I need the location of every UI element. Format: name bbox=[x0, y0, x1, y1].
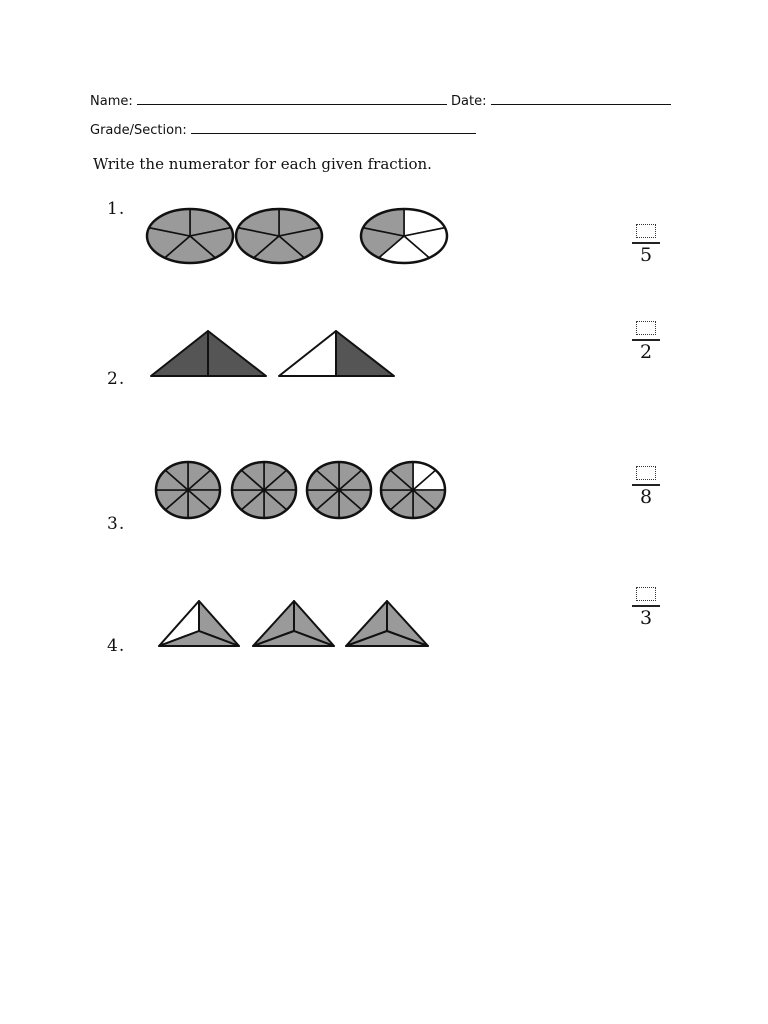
denominator-3: 8 bbox=[639, 485, 653, 508]
denominator-4: 3 bbox=[639, 606, 653, 629]
fraction-1 bbox=[631, 224, 661, 266]
fraction-4 bbox=[631, 587, 661, 629]
p2-triangle-2-part-2 bbox=[336, 331, 394, 376]
name-label: Name: bbox=[90, 94, 133, 109]
fraction-2 bbox=[631, 321, 661, 363]
fraction-3 bbox=[631, 466, 661, 508]
p2-triangle-1-part-1 bbox=[151, 331, 208, 376]
instructions: Write the numerator for each given fraction. bbox=[93, 155, 432, 173]
problem-1-number: 1. bbox=[107, 199, 126, 219]
grade-section-label: Grade/Section: bbox=[90, 123, 187, 138]
problem-4-number: 4. bbox=[107, 636, 126, 656]
date-label: Date: bbox=[451, 94, 487, 109]
numerator-box-2[interactable] bbox=[636, 321, 656, 335]
numerator-box-4[interactable] bbox=[636, 587, 656, 601]
numerator-box-1[interactable] bbox=[636, 224, 656, 238]
numerator-box-3[interactable] bbox=[636, 466, 656, 480]
denominator-1: 5 bbox=[639, 243, 653, 266]
problem-3-number: 3. bbox=[107, 514, 126, 534]
p2-triangle-2-part-1 bbox=[279, 331, 336, 376]
problem-2-number: 2. bbox=[107, 369, 126, 389]
denominator-2: 2 bbox=[639, 340, 653, 363]
p2-triangle-1-part-2 bbox=[208, 331, 266, 376]
